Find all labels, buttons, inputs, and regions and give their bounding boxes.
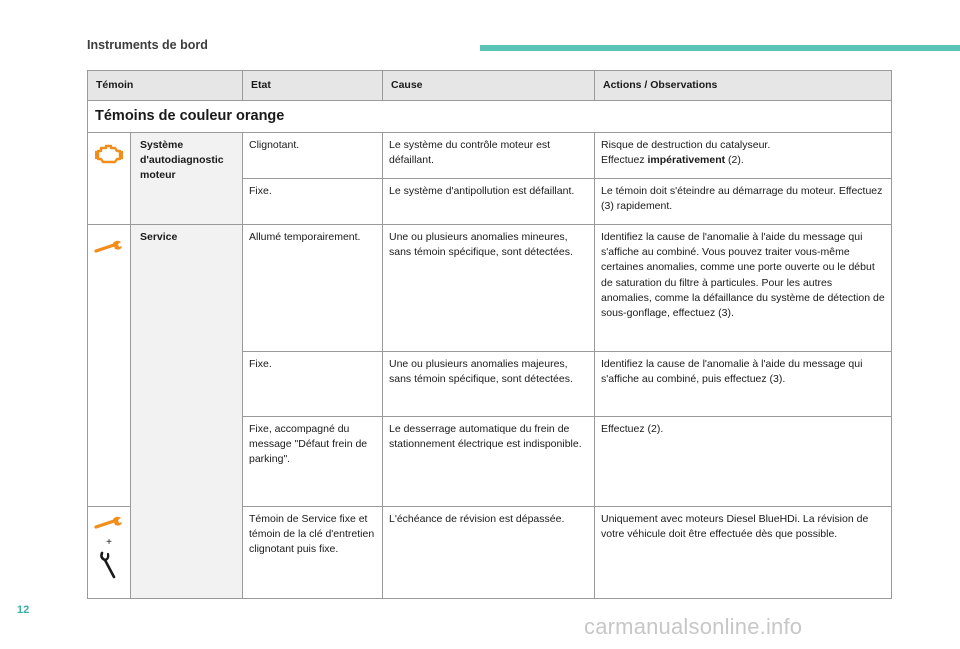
header-accent-bar	[480, 45, 960, 51]
service-key-icon-cell	[88, 507, 131, 599]
watermark: carmanualsonline.info	[584, 614, 803, 639]
action-emphasis: impérativement	[647, 154, 726, 167]
section-title: Instruments de bord	[87, 38, 208, 52]
action-cell: Identifiez la cause de l'anomalie à l'aide du message qui s'affiche au combiné, puis effectuez (3).	[595, 352, 892, 417]
column-header-actions: Actions / Observations	[595, 71, 892, 101]
wrench-icon	[94, 239, 124, 255]
cause-cell: Le système d'antipollution est défaillant.	[383, 179, 595, 225]
etat-cell: Allumé temporairement.	[243, 225, 383, 352]
etat-cell: Témoin de Service fixe et témoin de la clé d'entretien clignotant puis fixe.	[243, 507, 383, 599]
action-text: Effectuez	[601, 154, 648, 167]
cause-cell: Le système du contrôle moteur est défaillant.	[383, 133, 595, 179]
group-title-row	[88, 101, 892, 133]
service-key-icon	[98, 550, 120, 580]
table-header-row	[88, 71, 892, 101]
etat-cell: Fixe.	[243, 352, 383, 417]
action-text: Risque de destruction du catalyseur.	[601, 139, 771, 152]
warning-lights-table	[87, 70, 892, 599]
action-text: (2).	[725, 154, 744, 167]
wrench-icon-cell	[88, 225, 131, 507]
engine-icon-cell	[88, 133, 131, 225]
etat-cell: Fixe, accompagné du message "Défaut frein de parking".	[243, 417, 383, 507]
temoin-name-service: Service	[131, 225, 243, 599]
column-header-cause: Cause	[383, 71, 595, 101]
etat-cell: Fixe.	[243, 179, 383, 225]
temoin-name-engine: Système d'autodiagnostic moteur	[131, 133, 243, 225]
plus-sign: +	[106, 537, 112, 549]
action-cell: Uniquement avec moteurs Diesel BlueHDi. La révision de votre véhicule doit être effectuée dès que possible.	[595, 507, 892, 599]
engine-warning-icon	[95, 143, 123, 165]
group-title: Témoins de couleur orange	[88, 101, 892, 133]
page-number: 12	[17, 604, 30, 616]
action-cell	[595, 133, 892, 179]
cause-cell: Le desserrage automatique du frein de stationnement électrique est indisponible.	[383, 417, 595, 507]
table-row	[88, 133, 892, 179]
action-cell: Le témoin doit s'éteindre au démarrage du moteur. Effectuez (3) rapidement.	[595, 179, 892, 225]
cause-cell: L'échéance de révision est dépassée.	[383, 507, 595, 599]
cause-cell: Une ou plusieurs anomalies mineures, sans témoin spécifique, sont détectées.	[383, 225, 595, 352]
wrench-icon	[94, 515, 124, 531]
action-cell: Effectuez (2).	[595, 417, 892, 507]
column-header-temoin: Témoin	[88, 71, 243, 101]
cause-cell: Une ou plusieurs anomalies majeures, sans témoin spécifique, sont détectées.	[383, 352, 595, 417]
column-header-etat: Etat	[243, 71, 383, 101]
table-row	[88, 225, 892, 352]
action-cell: Identifiez la cause de l'anomalie à l'aide du message qui s'affiche au combiné. Vous pouvez traiter vous-même certaines anomalies, comme une porte ouverte ou le début de saturation du filtre à particules. Pour les autres anomalies, comme la défaillance du système de détection de sous-gonflage, effectuez (3).	[595, 225, 892, 352]
etat-cell: Clignotant.	[243, 133, 383, 179]
